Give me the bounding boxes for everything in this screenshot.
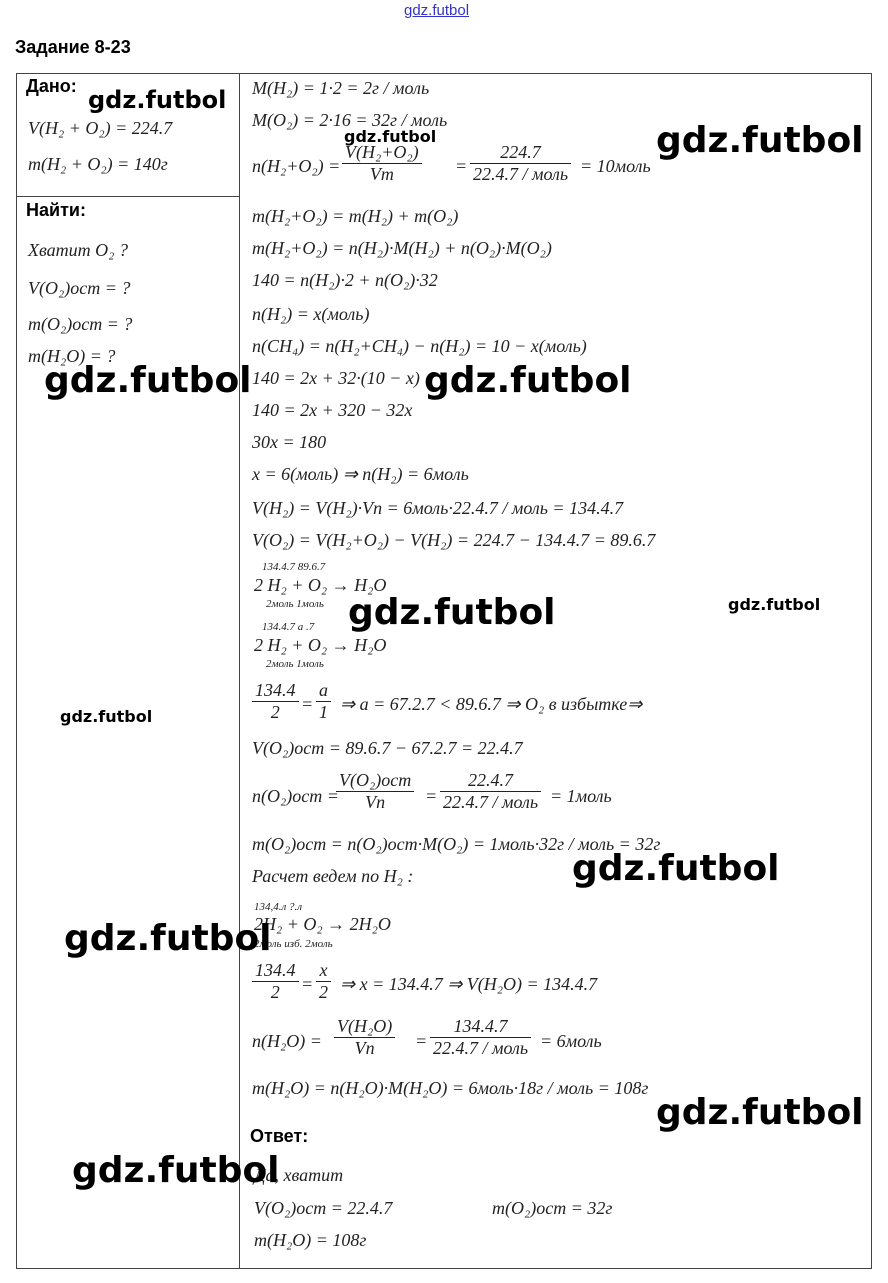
fraction [316, 960, 331, 1003]
find-line: Хватит O₂ ? [28, 240, 128, 260]
fraction-denominator: 2 [270, 982, 280, 1002]
reaction-annotation: 2моль 1моль [266, 658, 324, 670]
watermark: gdz.futbol [656, 1092, 864, 1133]
watermark: gdz.futbol [344, 127, 437, 146]
fraction-numerator: 134.4 [252, 680, 299, 702]
given-label: Дано: [26, 76, 77, 96]
solution-line: x = 6(моль) ⇒ n(H₂) = 6моль [252, 464, 469, 484]
fraction-denominator: 1 [319, 702, 328, 722]
answer-line: V(O₂)ост = 22.4.7 [254, 1198, 393, 1218]
watermark: gdz.futbol [656, 120, 864, 161]
answer-line: m(H₂O) = 108г [254, 1230, 367, 1250]
fraction [316, 680, 331, 723]
solution-line: m(H₂+O₂) = n(H₂)·M(H₂) + n(O₂)·M(O₂) [252, 238, 552, 258]
reaction-annotation: 2моль 1моль [266, 598, 324, 610]
given-line: V(H₂ + O₂) = 224.7 [28, 118, 173, 138]
solution-line: = 6моль [540, 1031, 602, 1051]
find-line: m(H₂O) = ? [28, 346, 116, 366]
solution-line: m(O₂)ост = n(O₂)ост·M(O₂) = 1моль·32г / моль = 32г [252, 834, 661, 854]
find-line: m(O₂)ост = ? [28, 314, 133, 334]
watermark: gdz.futbol [572, 848, 780, 889]
solution-line: 140 = 2x + 320 − 32x [252, 400, 413, 420]
fraction-numerator: 134.4.7 [430, 1016, 531, 1038]
reaction-annotation: 134.4.7 89.6.7 [262, 561, 326, 573]
reaction-equation: 2 H₂ + O₂ → H₂O [254, 575, 387, 595]
solution-line: = 10моль [580, 156, 651, 176]
solution-line: ⇒ x = 134.4.7 ⇒ V(H₂O) = 134.4.7 [340, 974, 598, 994]
solution-line: m(H₂O) = n(H₂O)·M(H₂O) = 6моль·18г / моль = 108г [252, 1078, 649, 1098]
solution-line: m(H₂+O₂) = m(H₂) + m(O₂) [252, 206, 459, 226]
watermark: gdz.futbol [728, 595, 821, 614]
fraction-denominator: Vn [354, 1038, 375, 1058]
given-line: m(H₂ + O₂) = 140г [28, 154, 168, 174]
solution-line: n(CH₄) = n(H₂+CH₄) − n(H₂) = 10 − x(моль) [252, 336, 587, 356]
reaction-annotation: 134.4.7 a .7 [262, 621, 315, 633]
fraction-denominator: 22.4.7 / моль [473, 164, 569, 184]
solution-line: V(O₂)ост = 89.6.7 − 67.2.7 = 22.4.7 [252, 738, 523, 758]
fraction-denominator: Vm [369, 164, 394, 184]
solution-line: n(H₂O) = [252, 1031, 322, 1051]
watermark: gdz.futbol [88, 86, 227, 114]
equals-sign: = [301, 694, 314, 714]
fraction-numerator: 134.4 [252, 960, 299, 982]
fraction-denominator: 2 [319, 982, 328, 1002]
watermark: gdz.futbol [72, 1150, 280, 1191]
fraction-denominator: 22.4.7 / моль [443, 792, 539, 812]
fraction [440, 770, 541, 813]
watermark: gdz.futbol [424, 360, 632, 401]
watermark: gdz.futbol [44, 360, 252, 401]
solution-line: n(O₂)ост = [252, 786, 339, 806]
task-title: Задание 8-23 [15, 37, 131, 57]
solution-line: M(O₂) = 2·16 = 32г / моль [252, 110, 448, 130]
equals-sign: = [455, 156, 468, 176]
fraction-numerator: V(H₂O) [334, 1016, 395, 1038]
solution-line: Расчет ведем по H₂ : [252, 866, 414, 886]
fraction [342, 142, 422, 185]
reaction-equation: 2H₂ + O₂ → 2H₂O [254, 914, 391, 934]
column-divider [239, 73, 240, 1269]
answer-label: Ответ: [250, 1126, 309, 1146]
equals-sign: = [301, 974, 314, 994]
solution-line: ⇒ a = 67.2.7 < 89.6.7 ⇒ O₂ в избытке⇒ [340, 694, 643, 714]
equals-sign: = [425, 786, 438, 806]
solution-line: 140 = 2x + 32·(10 − x) [252, 368, 420, 388]
reaction-annotation: 134,4.л ?.л [254, 901, 303, 913]
solution-line: V(H₂) = V(H₂)·Vn = 6моль·22.4.7 / моль = 134.4.7 [252, 498, 624, 518]
fraction-numerator: 22.4.7 [440, 770, 541, 792]
equals-sign: = [415, 1031, 428, 1051]
fraction-numerator: 224.7 [470, 142, 571, 164]
fraction [430, 1016, 531, 1059]
fraction-denominator: Vn [365, 792, 386, 812]
answer-line: Да, хватит [254, 1165, 344, 1185]
watermark: gdz.futbol [348, 592, 556, 633]
fraction-numerator: V(H₂+O₂) [342, 142, 422, 164]
answer-line: m(O₂)ост = 32г [492, 1198, 613, 1218]
site-link[interactable]: gdz.futbol [404, 2, 470, 19]
fraction-numerator: x [316, 960, 331, 982]
solution-line: 30x = 180 [252, 432, 327, 452]
fraction [252, 960, 299, 1003]
fraction [470, 142, 571, 185]
fraction [334, 1016, 395, 1059]
solution-line: = 1моль [550, 786, 612, 806]
given-find-divider [16, 196, 240, 197]
solution-line: n(H₂+O₂) = [252, 156, 341, 176]
find-line: V(O₂)ост = ? [28, 278, 131, 298]
fraction-denominator: 22.4.7 / моль [433, 1038, 529, 1058]
watermark: gdz.futbol [64, 918, 272, 959]
reaction-annotation: 2моль изб. 2моль [254, 938, 333, 950]
fraction [336, 770, 414, 813]
solution-line: V(O₂) = V(H₂+O₂) − V(H₂) = 224.7 − 134.4.7 = 89.6.7 [252, 530, 656, 550]
reaction-equation: 2 H₂ + O₂ → H₂O [254, 635, 387, 655]
fraction-numerator: V(O₂)ост [336, 770, 414, 792]
find-label: Найти: [26, 200, 86, 220]
fraction-numerator: a [316, 680, 331, 702]
solution-line: 140 = n(H₂)·2 + n(O₂)·32 [252, 270, 438, 290]
fraction-denominator: 2 [270, 702, 280, 722]
solution-line: M(H₂) = 1·2 = 2г / моль [252, 78, 430, 98]
solution-line: n(H₂) = x(моль) [252, 304, 370, 324]
watermark: gdz.futbol [60, 707, 153, 726]
fraction [252, 680, 299, 723]
